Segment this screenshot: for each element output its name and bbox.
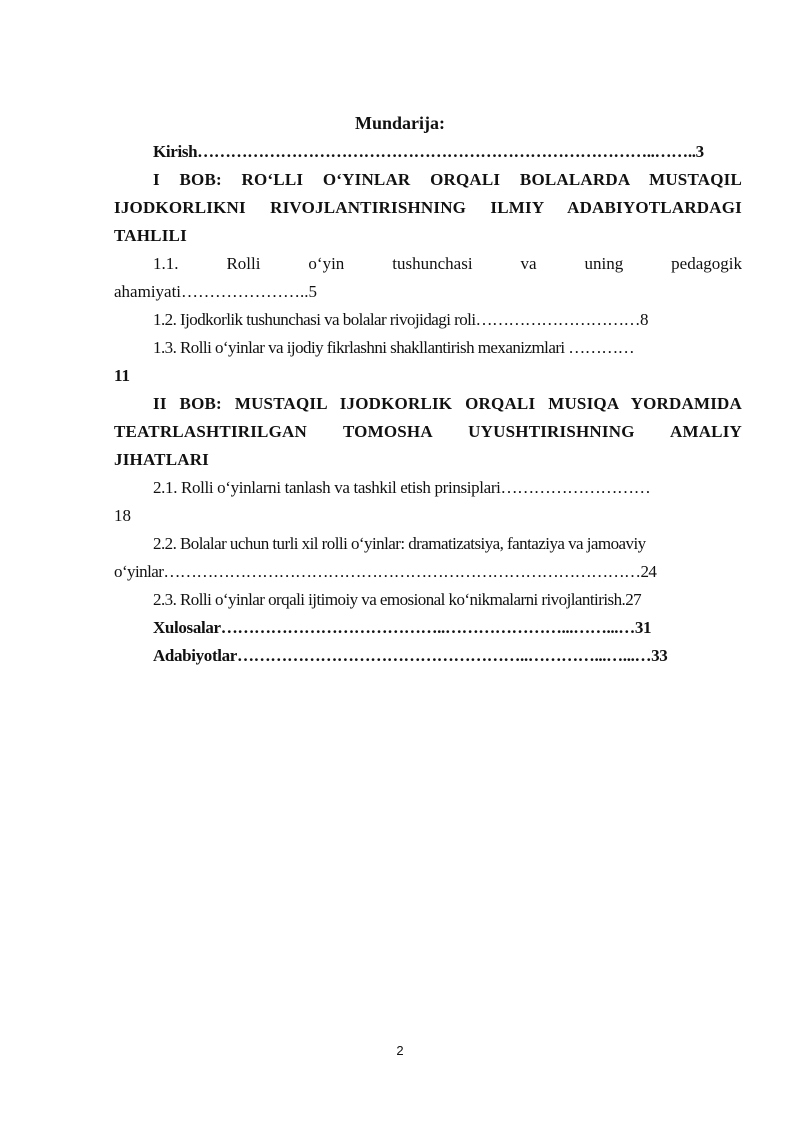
toc-chapter-1-line-3: TAHLILI [114, 226, 187, 245]
toc-chapter-2-line-3: JIHATLARI [114, 450, 210, 469]
page-number: 2 [396, 1043, 404, 1058]
toc-chapter-1-line-2: IJODKORLIKNI RIVOJLANTIRISHNING ILMIY ADABIYOTLARDAGI [114, 198, 742, 217]
toc-entry-intro: Kirish………………………………………………………………………..……..3 [153, 142, 704, 161]
toc-entry-1-3-line-1: 1.3. Rolli o‘yinlar va ijodiy fikrlashni shakllantirish mexanizmlari ………… [153, 338, 635, 357]
toc-entry-2-1-line-1: 2.1. Rolli o‘yinlarni tanlash va tashkil etish prinsiplari……………………… [153, 478, 651, 497]
toc-entry-2-2-line-2: o‘yinlar……………………………………………………………………………24 [114, 562, 657, 581]
toc-entry-2-3: 2.3. Rolli o‘yinlar orqali ijtimoiy va emosional ko‘nikmalarni rivojlantirish.27 [153, 590, 642, 609]
toc-entry-2-1-line-2: 18 [114, 506, 131, 525]
table-of-contents [114, 138, 742, 670]
toc-entry-1-2: 1.2. Ijodkorlik tushunchasi va bolalar rivojidagi roli…………………………8 [153, 310, 648, 329]
toc-chapter-1-line-1: I BOB: RO‘LLI O‘YINLAR ORQALI BOLALARDA MUSTAQIL [153, 170, 742, 189]
toc-entry-1-3-line-2: 11 [114, 366, 131, 385]
toc-chapter-2-line-2: TEATRLASHTIRILGAN TOMOSHA UYUSHTIRISHNING AMALIY [114, 422, 742, 441]
toc-entry-1-1-line-1: 1.1. Rolli o‘yin tushunchasi va uning pedagogik [153, 254, 742, 273]
toc-entry-conclusions: Xulosalar…………………………………..…………………...……...…31 [153, 618, 652, 637]
toc-entry-1-1-line-2: ahamiyati…………………..5 [114, 282, 318, 301]
toc-entry-references: Adabiyotlar……………………………………………..…………...…...…33 [153, 646, 668, 665]
toc-title: Mundarija: [355, 113, 445, 133]
toc-chapter-2-line-1: II BOB: MUSTAQIL IJODKORLIK ORQALI MUSIQA YORDAMIDA [153, 394, 742, 413]
toc-entry-2-2-line-1: 2.2. Bolalar uchun turli xil rolli o‘yinlar: dramatizatsiya, fantaziya va jamoaviy [153, 534, 646, 553]
